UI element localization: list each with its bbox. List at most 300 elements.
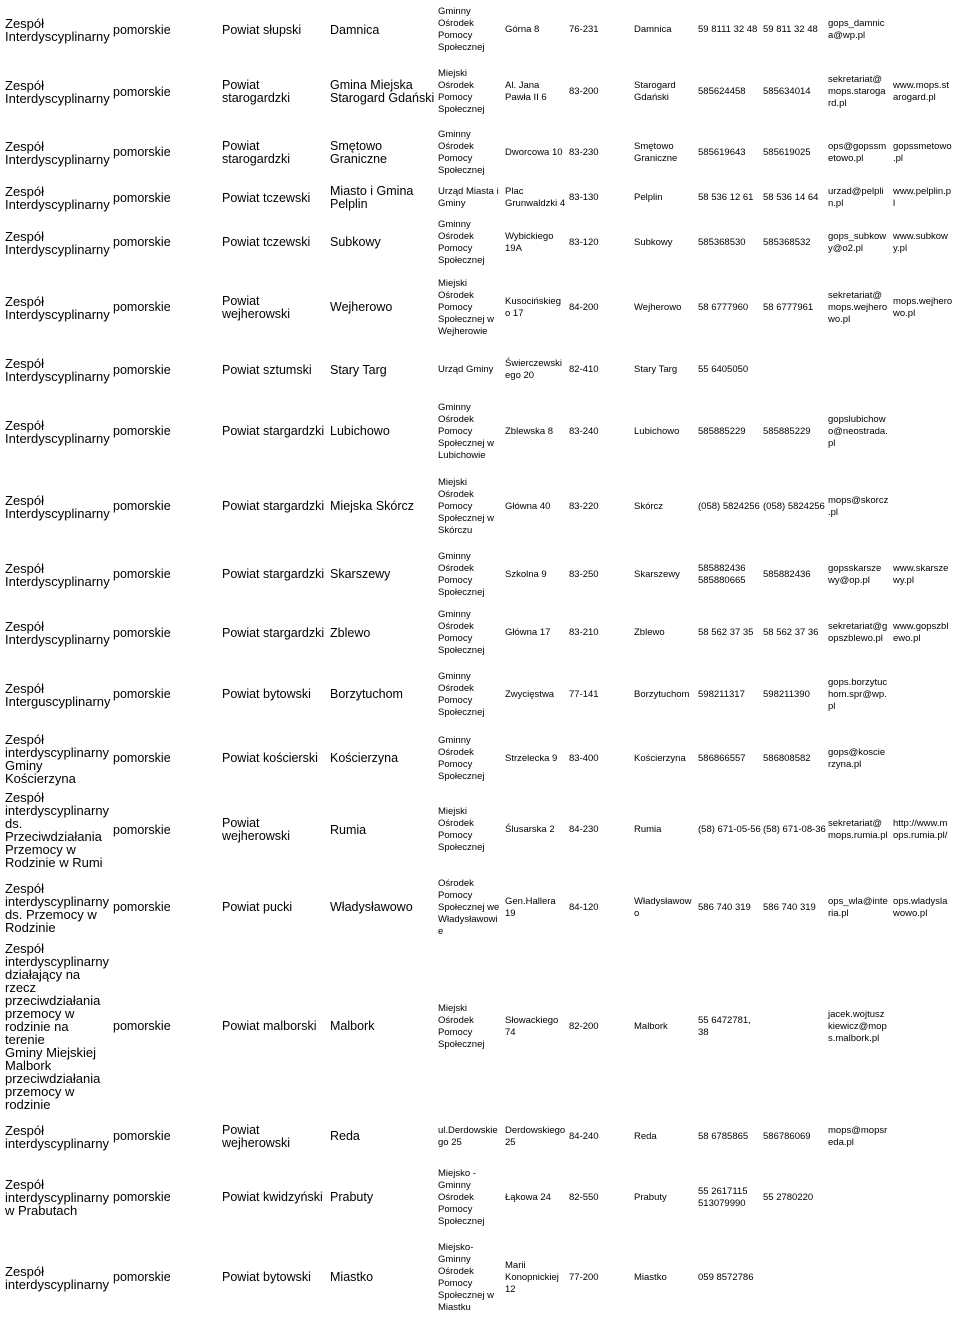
email-text: sekretariat@ mops.wejhero wo.pl bbox=[828, 289, 888, 325]
municipality-cell bbox=[330, 345, 436, 395]
team-cell bbox=[5, 215, 111, 270]
institution-text: Miejski Ośrodek Pomocy Społecznej bbox=[438, 1002, 485, 1050]
fax-cell bbox=[763, 124, 826, 181]
city-cell bbox=[634, 181, 696, 215]
city-cell bbox=[634, 604, 696, 662]
city-text: Miastko bbox=[634, 1271, 667, 1283]
postal-code-text: 82-200 bbox=[569, 1020, 599, 1032]
province-text: pomorskie bbox=[113, 84, 171, 99]
fax-text: 585368532 bbox=[763, 236, 811, 248]
fax-text: 585882436 bbox=[763, 568, 811, 580]
postal-code-text: 84-240 bbox=[569, 1130, 599, 1142]
county-text: Powiat bytowski bbox=[222, 1270, 311, 1284]
city-text: Malbork bbox=[634, 1020, 668, 1032]
team-text: Zespół Interdyscyplinarny bbox=[5, 228, 110, 257]
postal-code-text: 83-220 bbox=[569, 500, 599, 512]
fax-text: 59 811 32 48 bbox=[763, 24, 818, 35]
team-text: Zespół Interdyscyplinarny bbox=[5, 492, 110, 521]
website-cell bbox=[893, 124, 958, 181]
phone-text: 55 6405050 bbox=[698, 364, 749, 375]
city-cell bbox=[634, 124, 696, 181]
province-cell bbox=[113, 60, 220, 124]
team-text: Zespół Interdyscyplinarny bbox=[5, 417, 110, 446]
phone-cell bbox=[698, 1165, 761, 1230]
province-cell bbox=[113, 181, 220, 215]
county-cell bbox=[222, 181, 328, 215]
postal-code-cell bbox=[569, 604, 632, 662]
province-text: pomorskie bbox=[113, 424, 171, 438]
institution-text: Urząd Miasta i Gminy bbox=[438, 186, 499, 209]
postal-code-text: 83-200 bbox=[569, 86, 599, 97]
website-text: www.mops.st arogard.pl bbox=[893, 80, 949, 103]
county-text: Powiat wejherowski bbox=[222, 1122, 291, 1150]
street-text: Derdowskiego 25 bbox=[505, 1124, 566, 1148]
website-cell bbox=[893, 181, 958, 215]
city-text: Damnica bbox=[634, 24, 672, 35]
website-cell bbox=[893, 215, 958, 270]
institution-cell bbox=[438, 604, 503, 662]
street-cell bbox=[505, 124, 567, 181]
institution-text: Miejski Ośrodek Pomocy Społecznej w Wejherowie bbox=[438, 277, 494, 337]
city-cell bbox=[634, 395, 696, 468]
email-text: sekretariat@ mops.staroga rd.pl bbox=[828, 74, 886, 109]
website-cell bbox=[893, 1108, 958, 1165]
city-text: Skórcz bbox=[634, 500, 664, 512]
team-text: Zespół Interdyscyplinarny bbox=[5, 619, 110, 647]
team-text: Zespół interdyscyplinarny bbox=[5, 1122, 110, 1151]
email-text: gops.borzytuc hom.spr@wp. pl bbox=[828, 676, 888, 712]
fax-cell bbox=[763, 0, 826, 60]
fax-cell bbox=[763, 395, 826, 468]
city-cell bbox=[634, 60, 696, 124]
email-text: gops@koscie rzyna.pl bbox=[828, 746, 886, 770]
fax-text: 586 740 319 bbox=[763, 901, 816, 913]
team-text: Zespół Interdyscyplinarny bbox=[5, 16, 110, 44]
municipality-cell bbox=[330, 270, 436, 345]
institution-cell bbox=[438, 345, 503, 395]
fax-cell bbox=[763, 727, 826, 790]
email-cell bbox=[828, 1165, 891, 1230]
municipality-cell bbox=[330, 662, 436, 727]
street-text: Al. Jana Pawła II 6 bbox=[505, 80, 547, 103]
county-text: Powiat stargardzki bbox=[222, 424, 325, 438]
city-text: Starogard Gdański bbox=[634, 80, 676, 103]
phone-cell bbox=[698, 945, 761, 1108]
province-text: pomorskie bbox=[113, 900, 171, 914]
email-cell bbox=[828, 395, 891, 468]
street-text: Szkolna 9 bbox=[505, 568, 547, 580]
email-cell bbox=[828, 215, 891, 270]
team-cell bbox=[5, 60, 111, 124]
phone-text: 585885229 bbox=[698, 425, 746, 437]
fax-cell bbox=[763, 945, 826, 1108]
city-text: Skarszewy bbox=[634, 568, 680, 580]
phone-text: 585368530 bbox=[698, 236, 746, 248]
team-text: Zespół Interdyscyplinarny bbox=[5, 560, 110, 589]
email-cell bbox=[828, 60, 891, 124]
street-cell bbox=[505, 215, 567, 270]
website-cell bbox=[893, 1165, 958, 1230]
province-cell bbox=[113, 1108, 220, 1165]
team-cell bbox=[5, 941, 111, 1112]
postal-code-text: 77-200 bbox=[569, 1271, 599, 1283]
street-cell bbox=[505, 181, 567, 215]
province-text: pomorskie bbox=[113, 1270, 171, 1284]
postal-code-cell bbox=[569, 124, 632, 181]
email-cell bbox=[828, 270, 891, 345]
team-cell bbox=[5, 727, 111, 790]
province-cell bbox=[113, 395, 220, 468]
email-cell bbox=[828, 945, 891, 1108]
county-cell bbox=[222, 790, 328, 870]
phone-text: 585619643 bbox=[698, 146, 746, 158]
institution-text: Miejsko - Gminny Ośrodek Pomocy Społecznej bbox=[438, 1167, 485, 1227]
street-cell bbox=[505, 604, 567, 662]
website-cell bbox=[893, 270, 958, 345]
municipality-text: Smętowo Graniczne bbox=[330, 138, 387, 166]
province-cell bbox=[113, 945, 220, 1108]
table-row bbox=[0, 1165, 960, 1230]
province-cell bbox=[113, 870, 220, 945]
phone-text: 598211317 bbox=[698, 688, 745, 700]
institution-cell bbox=[438, 1165, 503, 1230]
team-text: Zespół Interdyscyplinarny bbox=[5, 138, 110, 167]
postal-code-text: 76-231 bbox=[569, 24, 599, 35]
county-cell bbox=[222, 215, 328, 270]
phone-cell bbox=[698, 215, 761, 270]
municipality-cell bbox=[330, 727, 436, 790]
province-text: pomorskie bbox=[113, 1190, 171, 1204]
institution-text: Gminny Ośrodek Pomocy Społecznej bbox=[438, 6, 485, 53]
city-cell bbox=[634, 870, 696, 945]
city-cell bbox=[634, 662, 696, 727]
phone-text: 59 8111 32 48 bbox=[698, 24, 758, 35]
team-cell bbox=[5, 545, 111, 604]
website-cell bbox=[893, 790, 958, 870]
postal-code-text: 84-120 bbox=[569, 901, 599, 913]
team-text: Zespół interdyscyplinarny bbox=[5, 1263, 110, 1292]
phone-cell bbox=[698, 60, 761, 124]
postal-code-cell bbox=[569, 270, 632, 345]
postal-code-text: 83-120 bbox=[569, 236, 599, 248]
fax-cell bbox=[763, 270, 826, 345]
institution-cell bbox=[438, 124, 503, 181]
institution-cell bbox=[438, 945, 503, 1108]
team-text: Zespół Interdyscyplinarny bbox=[5, 78, 110, 106]
phone-cell bbox=[698, 870, 761, 945]
street-text: Wybickiego 19A bbox=[505, 230, 554, 254]
municipality-text: Kościerzyna bbox=[330, 751, 399, 765]
phone-cell bbox=[698, 545, 761, 604]
postal-code-cell bbox=[569, 60, 632, 124]
city-text: Władysławow o bbox=[634, 895, 692, 919]
institution-cell bbox=[438, 468, 503, 545]
phone-text: 585882436 585880665 bbox=[698, 562, 746, 586]
institution-cell bbox=[438, 545, 503, 604]
institution-cell bbox=[438, 870, 503, 945]
fax-cell bbox=[763, 1230, 826, 1325]
email-cell bbox=[828, 0, 891, 60]
team-cell bbox=[5, 870, 111, 945]
street-cell bbox=[505, 790, 567, 870]
website-text: www.pelplin.p l bbox=[893, 186, 952, 209]
postal-code-cell bbox=[569, 1108, 632, 1165]
postal-code-text: 83-130 bbox=[569, 192, 599, 203]
province-cell bbox=[113, 662, 220, 727]
street-text: Kusocińskieg o 17 bbox=[505, 295, 561, 319]
postal-code-text: 83-210 bbox=[569, 627, 599, 638]
fax-text: 585885229 bbox=[763, 425, 811, 437]
street-text: Gen.Hallera 19 bbox=[505, 895, 556, 919]
municipality-cell bbox=[330, 545, 436, 604]
email-text: gops_damnic a@wp.pl bbox=[828, 18, 885, 41]
municipality-text: Miastko bbox=[330, 1270, 374, 1284]
postal-code-cell bbox=[569, 545, 632, 604]
city-cell bbox=[634, 0, 696, 60]
province-cell bbox=[113, 468, 220, 545]
table-row bbox=[0, 395, 960, 468]
province-text: pomorskie bbox=[113, 145, 171, 159]
city-cell bbox=[634, 545, 696, 604]
city-text: Smętowo Graniczne bbox=[634, 140, 678, 164]
institution-text: Miejski Ośrodek Pomocy Społecznej bbox=[438, 68, 485, 115]
table-row bbox=[0, 270, 960, 345]
team-text: Zespół interdyscyplinarny ds. Przeciwdziałania Przemocy w Rodzinie w Rumi bbox=[5, 790, 110, 870]
phone-cell bbox=[698, 395, 761, 468]
postal-code-cell bbox=[569, 0, 632, 60]
website-cell bbox=[893, 60, 958, 124]
county-text: Powiat starogardzki bbox=[222, 138, 291, 166]
province-cell bbox=[113, 215, 220, 270]
email-cell bbox=[828, 545, 891, 604]
city-cell bbox=[634, 345, 696, 395]
city-cell bbox=[634, 945, 696, 1108]
municipality-cell bbox=[330, 1165, 436, 1230]
email-text: sekretariat@g opszblewo.pl bbox=[828, 621, 888, 644]
street-cell bbox=[505, 468, 567, 545]
website-cell bbox=[893, 727, 958, 790]
postal-code-text: 83-240 bbox=[569, 425, 599, 437]
website-cell bbox=[893, 345, 958, 395]
email-cell bbox=[828, 727, 891, 790]
municipality-cell bbox=[330, 215, 436, 270]
institution-text: Gminny Ośrodek Pomocy Społecznej bbox=[438, 609, 485, 656]
team-cell bbox=[5, 662, 111, 727]
county-cell bbox=[222, 345, 328, 395]
postal-code-cell bbox=[569, 945, 632, 1108]
street-text: Słowackiego 74 bbox=[505, 1014, 559, 1038]
street-cell bbox=[505, 1165, 567, 1230]
province-text: pomorskie bbox=[113, 567, 171, 581]
table-row bbox=[0, 215, 960, 270]
institution-cell bbox=[438, 395, 503, 468]
team-text: Zespół interdyscyplinarny Gminy Kościerzyna bbox=[5, 731, 110, 786]
phone-cell bbox=[698, 181, 761, 215]
website-text: www.skarsze wy.pl bbox=[893, 562, 949, 586]
team-cell bbox=[5, 1165, 111, 1230]
email-cell bbox=[828, 1230, 891, 1325]
institution-text: Gminny Ośrodek Pomocy Społecznej w Lubichowie bbox=[438, 401, 494, 461]
county-cell bbox=[222, 1165, 328, 1230]
phone-cell bbox=[698, 662, 761, 727]
team-text: Zespół Interdyscyplinarny bbox=[5, 356, 110, 384]
website-text: www.subkow y.pl bbox=[893, 230, 948, 254]
institution-text: Gminny Ośrodek Pomocy Społecznej bbox=[438, 670, 485, 718]
institution-text: Miejsko- Gminny Ośrodek Pomocy Społecznej w Miastku bbox=[438, 1241, 494, 1313]
team-cell bbox=[5, 0, 111, 60]
team-cell bbox=[5, 270, 111, 345]
website-cell bbox=[893, 395, 958, 468]
phone-text: 059 8572786 bbox=[698, 1271, 754, 1283]
table-row bbox=[0, 124, 960, 181]
phone-text: 586 740 319 bbox=[698, 901, 751, 913]
municipality-cell bbox=[330, 181, 436, 215]
county-cell bbox=[222, 395, 328, 468]
fax-text: 585634014 bbox=[763, 86, 811, 97]
institution-text: Miejski Ośrodek Pomocy Społecznej bbox=[438, 806, 485, 853]
street-text: Główna 17 bbox=[505, 627, 551, 638]
county-text: Powiat malborski bbox=[222, 1019, 317, 1033]
institution-cell bbox=[438, 1230, 503, 1325]
table-row bbox=[0, 870, 960, 945]
postal-code-text: 84-200 bbox=[569, 301, 599, 313]
street-text: Strzelecka 9 bbox=[505, 752, 558, 764]
fax-cell bbox=[763, 181, 826, 215]
fax-cell bbox=[763, 215, 826, 270]
street-text: Główna 40 bbox=[505, 500, 551, 512]
email-text: ops@gopssm etowo.pl bbox=[828, 140, 887, 164]
postal-code-text: 83-230 bbox=[569, 146, 599, 158]
fax-cell bbox=[763, 1108, 826, 1165]
phone-text: 58 536 12 61 bbox=[698, 192, 754, 203]
municipality-text: Prabuty bbox=[330, 1190, 374, 1204]
table-row bbox=[0, 1230, 960, 1325]
fax-cell bbox=[763, 468, 826, 545]
email-cell bbox=[828, 790, 891, 870]
province-cell bbox=[113, 727, 220, 790]
county-text: Powiat bytowski bbox=[222, 687, 311, 701]
postal-code-text: 84-230 bbox=[569, 824, 599, 835]
table-row bbox=[0, 790, 960, 870]
county-text: Powiat stargardzki bbox=[222, 567, 325, 581]
email-cell bbox=[828, 870, 891, 945]
team-cell bbox=[5, 604, 111, 662]
city-text: Wejherowo bbox=[634, 301, 682, 313]
website-cell bbox=[893, 870, 958, 945]
municipality-cell bbox=[330, 945, 436, 1108]
institution-cell bbox=[438, 215, 503, 270]
team-cell bbox=[5, 124, 111, 181]
province-text: pomorskie bbox=[113, 235, 171, 249]
postal-code-cell bbox=[569, 790, 632, 870]
phone-cell bbox=[698, 790, 761, 870]
province-text: pomorskie bbox=[113, 1019, 171, 1033]
postal-code-cell bbox=[569, 395, 632, 468]
institution-cell bbox=[438, 181, 503, 215]
municipality-cell bbox=[330, 395, 436, 468]
municipality-text: Władysławowo bbox=[330, 900, 413, 914]
street-cell bbox=[505, 1230, 567, 1325]
city-text: Zblewo bbox=[634, 627, 665, 638]
phone-cell bbox=[698, 345, 761, 395]
county-cell bbox=[222, 727, 328, 790]
institution-cell bbox=[438, 662, 503, 727]
province-cell bbox=[113, 790, 220, 870]
municipality-cell bbox=[330, 0, 436, 60]
county-text: Powiat starogardzki bbox=[222, 78, 291, 105]
street-cell bbox=[505, 1108, 567, 1165]
county-cell bbox=[222, 124, 328, 181]
institution-cell bbox=[438, 727, 503, 790]
website-text: ops.wladysla wowo.pl bbox=[893, 895, 948, 919]
table-row bbox=[0, 345, 960, 395]
municipality-text: Reda bbox=[330, 1129, 360, 1143]
county-cell bbox=[222, 270, 328, 345]
table-row bbox=[0, 0, 960, 60]
street-cell bbox=[505, 545, 567, 604]
team-cell bbox=[5, 790, 111, 870]
street-text: Łąkowa 24 bbox=[505, 1191, 551, 1203]
city-cell bbox=[634, 1165, 696, 1230]
street-cell bbox=[505, 870, 567, 945]
province-text: pomorskie bbox=[113, 22, 171, 37]
municipality-text: Gmina Miejska Starogard Gdański bbox=[330, 78, 435, 105]
county-text: Powiat pucki bbox=[222, 900, 293, 914]
municipality-cell bbox=[330, 60, 436, 124]
fax-text: 598211390 bbox=[763, 688, 810, 700]
institution-cell bbox=[438, 270, 503, 345]
city-cell bbox=[634, 1108, 696, 1165]
municipality-text: Wejherowo bbox=[330, 300, 393, 314]
county-text: Powiat wejherowski bbox=[222, 293, 291, 321]
institution-text: Gminny Ośrodek Pomocy Społecznej bbox=[438, 218, 485, 266]
street-text: Marii Konopnickiej 12 bbox=[505, 1259, 559, 1295]
table-row bbox=[0, 1108, 960, 1165]
table-row bbox=[0, 60, 960, 124]
institution-text: Gminny Ośrodek Pomocy Społecznej bbox=[438, 128, 485, 176]
city-text: Prabuty bbox=[634, 1191, 667, 1203]
municipality-cell bbox=[330, 1230, 436, 1325]
postal-code-text: 77-141 bbox=[569, 688, 599, 700]
street-cell bbox=[505, 345, 567, 395]
website-cell bbox=[893, 662, 958, 727]
city-text: Lubichowo bbox=[634, 425, 680, 437]
team-text: Zespół interdyscyplinarny w Prabutach bbox=[5, 1177, 110, 1218]
institution-text: ul.Derdowskie go 25 bbox=[438, 1124, 498, 1148]
postal-code-text: 82-410 bbox=[569, 364, 599, 375]
street-cell bbox=[505, 945, 567, 1108]
website-cell bbox=[893, 945, 958, 1108]
table-row bbox=[0, 941, 960, 1112]
website-cell bbox=[893, 0, 958, 60]
phone-text: (58) 671-05-56 bbox=[698, 824, 761, 835]
province-text: pomorskie bbox=[113, 751, 171, 765]
email-text: gopslubichow o@neostrada. pl bbox=[828, 413, 888, 449]
phone-cell bbox=[698, 124, 761, 181]
website-text: www.gopszbl ewo.pl bbox=[893, 621, 949, 644]
street-text: Górna 8 bbox=[505, 24, 540, 35]
province-text: pomorskie bbox=[113, 822, 171, 837]
email-text: ops_wla@inte ria.pl bbox=[828, 895, 888, 919]
street-cell bbox=[505, 395, 567, 468]
phone-cell bbox=[698, 1230, 761, 1325]
email-cell bbox=[828, 1108, 891, 1165]
municipality-text: Rumia bbox=[330, 822, 367, 837]
phone-cell bbox=[698, 1108, 761, 1165]
city-cell bbox=[634, 270, 696, 345]
fax-cell bbox=[763, 662, 826, 727]
website-cell bbox=[893, 545, 958, 604]
